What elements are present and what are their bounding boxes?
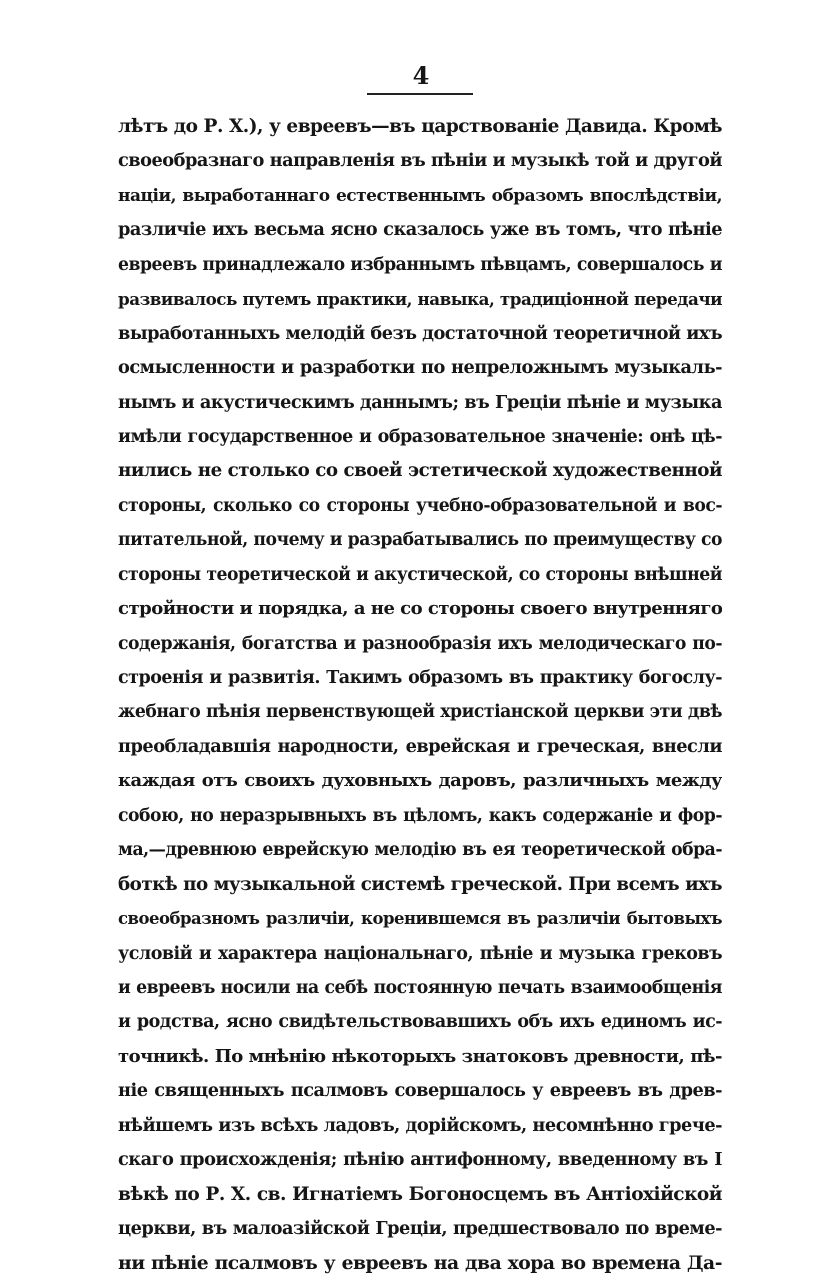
text-line: преобладавшія народности, еврейская и греческая, внесли [118, 735, 722, 757]
page-number: 4 [412, 61, 430, 90]
text-line: условій и характера національнаго, пѣніе и музыка грековъ [118, 943, 722, 964]
text-line: ма,—древнюю еврейскую мелодію въ ея теоретической обра- [118, 840, 722, 861]
text-line: собою, но неразрывныхъ въ цѣломъ, какъ содержаніе и фор- [118, 805, 722, 826]
text-line: лѣтъ до Р. Х.), у евреевъ—въ царствованіе Давида. Кромѣ [118, 116, 722, 137]
text-line: и родства, ясно свидѣтельствовавшихъ объ ихъ единомъ ис- [118, 1012, 722, 1033]
body-text [118, 110, 722, 1281]
text-line: строенія и развитія. Такимъ образомъ въ практику богослу- [118, 668, 722, 688]
text-line: жебнаго пѣнія первенствующей христіанской церкви эти двѣ [118, 702, 722, 723]
text-line: евреевъ принадлежало избраннымъ пѣвцамъ, совершалось и [118, 254, 722, 275]
text-line: осмысленности и разработки по непреложнымъ музыкаль- [118, 357, 722, 379]
text-line: точникѣ. По мнѣнію нѣкоторыхъ знатоковъ древности, пѣ- [118, 1045, 722, 1067]
text-line: нѣйшемъ изъ всѣхъ ладовъ, дорійскомъ, несомнѣнно грече- [118, 1114, 722, 1136]
text-line: ни пѣніе псалмовъ у евреевъ на два хора во времена Да- [118, 1252, 722, 1275]
text-line: своеобразнаго направленія въ пѣніи и музыкѣ той и другой [118, 150, 722, 172]
page-number-rule [367, 93, 473, 95]
text-line: каждая отъ своихъ духовныхъ даровъ, различныхъ между [118, 770, 722, 792]
text-line: церкви, въ малоазійской Греціи, предшествовало по време- [118, 1218, 722, 1239]
text-line: своеобразномъ различіи, коренившемся въ различіи бытовыхъ [118, 909, 722, 929]
text-line: стороны теоретической и акустической, со стороны внѣшней [118, 564, 722, 585]
text-line: развивалось путемъ практики, навыка, традиціонной передачи [118, 289, 722, 310]
text-line: выработанныхъ мелодій безъ достаточной теоретичной ихъ [118, 322, 722, 344]
text-line: стороны, сколько со стороны учебно-образовательной и вос- [118, 495, 722, 516]
text-line: имѣли государственное и образовательное значеніе: онѣ цѣ- [118, 426, 722, 447]
text-line: различіе ихъ весьма ясно сказалось уже въ томъ, что пѣніе [118, 219, 722, 241]
text-line: ніе священныхъ псалмовъ совершалось у евреевъ въ древ- [118, 1080, 722, 1102]
text-line: нились не столько со своей эстетической художественной [118, 460, 722, 482]
text-line: скаго происхожденія; пѣнію антифонному, введенному въ I [118, 1149, 722, 1171]
text-line: боткѣ по музыкальной системѣ греческой. При всемъ ихъ [118, 873, 722, 895]
text-line: и евреевъ носили на себѣ постоянную печать взаимообщенія [118, 977, 722, 998]
text-line: питательной, почему и разрабатывались по преимуществу со [118, 530, 722, 551]
text-line: вѣкѣ по Р. Х. св. Игнатіемъ Богоносцемъ въ Антіохійской [118, 1183, 722, 1205]
text-line: содержанія, богатства и разнообразія ихъ мелодическаго по- [118, 633, 722, 654]
text-line: стройности и порядка, а не со стороны своего внутренняго [118, 598, 722, 620]
text-line: націи, выработаннаго естественнымъ образомъ впослѣдствіи, [118, 185, 722, 206]
text-line: нымъ и акустическимъ даннымъ; въ Греціи пѣніе и музыка [118, 391, 722, 413]
